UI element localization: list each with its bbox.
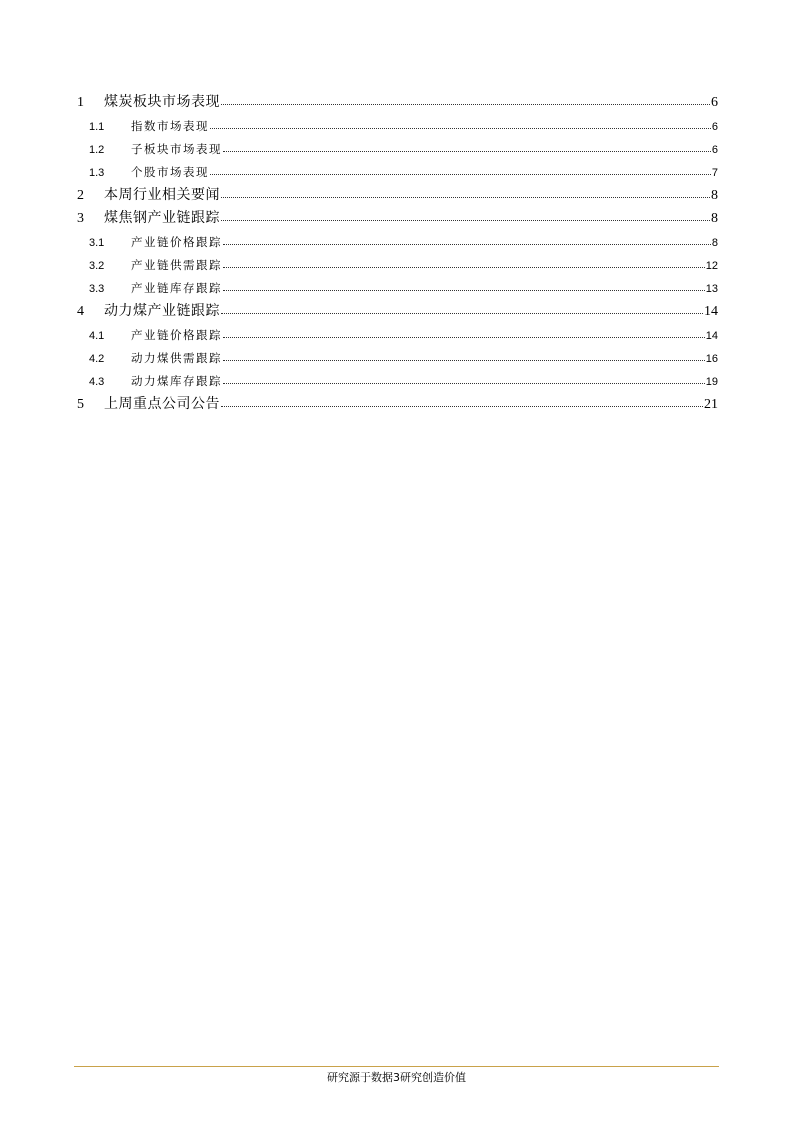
toc-title: 煤炭板块市场表现 [104,94,220,110]
toc-number: 1.1 [89,120,105,133]
toc-page-number: 19 [705,375,718,388]
toc-leader-dots [221,301,703,315]
toc-number: 3 [77,211,84,227]
toc-leader-dots [221,185,710,199]
toc-leader-dots [223,327,705,339]
toc-page-number: 14 [705,329,718,342]
toc-page-number: 6 [711,95,718,110]
toc-title: 本周行业相关要闻 [104,186,220,203]
toc-entry-1-1[interactable] [77,115,718,138]
toc-page-number: 8 [711,211,718,227]
toc-leader-dots [223,257,705,269]
toc-page-number: 6 [711,143,718,156]
toc-number: 4.1 [89,329,105,342]
footer-divider [74,1066,719,1067]
toc-leader-dots [210,164,711,176]
toc-title: 子板块市场表现 [131,141,222,156]
toc-page-number: 14 [704,304,718,320]
toc-title: 指数市场表现 [131,118,209,133]
toc-title: 个股市场表现 [131,164,209,179]
toc-leader-dots [210,118,711,130]
footer-slogan: 研究源于数据3研究创造价值 [327,1071,466,1084]
toc-number: 4.2 [89,352,105,365]
toc-entry-4-2[interactable] [77,347,718,370]
toc-number: 3.1 [89,236,105,249]
toc-title: 上周重点公司公告 [104,395,220,412]
toc-entry-1-2[interactable] [77,138,718,161]
toc-entry-3-2[interactable] [77,254,718,277]
toc-number: 1 [77,95,84,110]
toc-number: 3.3 [89,282,105,295]
toc-entry-1-3[interactable] [77,161,718,184]
toc-entry-4-3[interactable] [77,370,718,393]
toc-entry-3-1[interactable] [77,231,718,254]
toc-entry-4-1[interactable] [77,324,718,347]
toc-title: 产业链库存跟踪 [131,280,222,295]
toc-title: 产业链价格跟踪 [131,234,222,249]
toc-page-number: 7 [711,166,718,179]
toc-number: 3.2 [89,259,105,272]
toc-number: 1.3 [89,166,105,179]
toc-title: 煤焦钢产业链跟踪 [104,210,220,227]
toc-number: 4.3 [89,375,105,388]
toc-page-number: 12 [705,259,718,272]
toc-page-number: 13 [705,282,718,295]
toc-leader-dots [221,208,710,222]
toc-entry-1[interactable] [77,91,718,115]
toc-page-number: 8 [711,236,718,249]
toc-title: 产业链供需跟踪 [131,257,222,272]
toc-number: 4 [77,304,84,320]
toc-leader-dots [221,394,703,408]
toc-entry-2[interactable] [77,184,718,208]
toc-leader-dots [221,92,710,106]
toc-page-number: 8 [711,187,718,203]
toc-leader-dots [223,234,711,246]
toc-title: 动力煤库存跟踪 [131,373,222,388]
toc-number: 1.2 [89,143,105,156]
toc-page-number: 16 [705,352,718,365]
toc-entry-3[interactable] [77,207,718,231]
toc-title: 动力煤产业链跟踪 [104,303,220,320]
toc-leader-dots [223,141,711,153]
toc-number: 2 [77,187,84,203]
toc-number: 5 [77,396,84,412]
toc-entry-5[interactable] [77,393,718,417]
toc-page-number: 21 [704,396,718,412]
toc-title: 动力煤供需跟踪 [131,350,222,365]
toc-entry-3-3[interactable] [77,277,718,300]
toc-page-number: 6 [711,120,718,133]
toc-leader-dots [223,350,705,362]
toc-title: 产业链价格跟踪 [131,327,222,342]
toc-leader-dots [223,280,705,292]
toc-entry-4[interactable] [77,300,718,324]
toc-leader-dots [223,373,705,385]
table-of-contents [77,91,718,416]
